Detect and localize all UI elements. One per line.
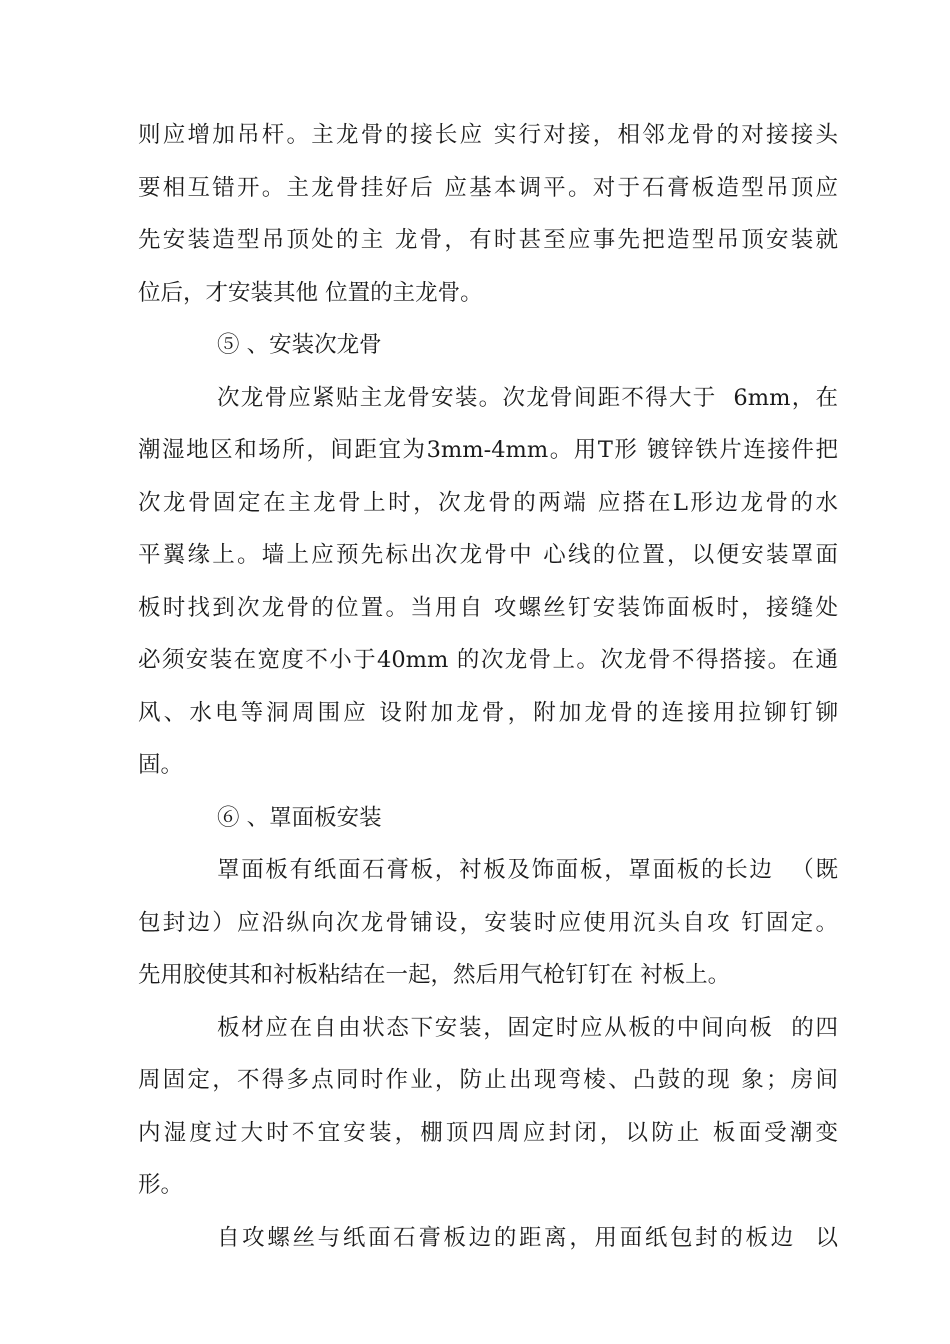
text-line-18: 板材应在自由状态下安装，固定时应从板的中间向板 的四 — [217, 1014, 838, 1041]
section-heading-6: ⑥ 、罩面板安装 — [217, 804, 382, 831]
body-text — [138, 109, 838, 1264]
text-line-22: 自攻螺丝与纸面石膏板边的距离，用面纸包封的板边 以 — [217, 1224, 838, 1251]
text-line-7: 潮湿地区和场所，间距宜为3mm-4mm。用T形 镀锌铁片连接件把 — [138, 437, 838, 463]
text-line-8: 次龙骨固定在主龙骨上时，次龙骨的两端 应搭在L形边龙骨的水 — [138, 489, 838, 516]
text-line-1: 则应增加吊杆。主龙骨的接长应 实行对接，相邻龙骨的对接接头 — [138, 122, 838, 148]
text-line-12: 风、水电等洞周围应 设附加龙骨，附加龙骨的连接用拉铆钉铆 — [138, 699, 838, 726]
text-line-4: 位后，才安装其他 位置的主龙骨。 — [138, 279, 483, 306]
text-line-11: 必须安装在宽度不小于40mm 的次龙骨上。次龙骨不得搭接。在通 — [138, 647, 838, 673]
text-line-19: 周固定，不得多点同时作业，防止出现弯棱、凸鼓的现 象；房间 — [138, 1067, 838, 1093]
text-line-17: 先用胶使其和衬板粘结在一起，然后用气枪钉钉在 衬板上。 — [138, 962, 731, 988]
text-line-20: 内湿度过大时不宜安装，棚顶四周应封闭，以防止 板面受潮变 — [138, 1119, 838, 1146]
text-line-2: 要相互错开。主龙骨挂好后 应基本调平。对于石膏板造型吊顶应 — [138, 174, 838, 201]
text-line-9: 平翼缘上。墙上应预先标出次龙骨中 心线的位置，以便安装罩面 — [138, 542, 838, 568]
text-line-10: 板时找到次龙骨的位置。当用自 攻螺丝钉安装饰面板时，接缝处 — [138, 594, 838, 621]
section-heading-5: ⑤ 、安装次龙骨 — [217, 332, 382, 358]
text-line-16: 包封边）应沿纵向次龙骨铺设，安装时应使用沉头自攻 钉固定。 — [138, 909, 838, 936]
text-line-6: 次龙骨应紧贴主龙骨安装。次龙骨间距不得大于 6mm，在 — [217, 384, 838, 411]
text-line-21: 形。 — [138, 1172, 184, 1198]
text-line-3: 先安装造型吊顶处的主 龙骨，有时甚至应事先把造型吊顶安装就 — [138, 227, 838, 253]
text-line-15: 罩面板有纸面石膏板，衬板及饰面板，罩面板的长边 （既 — [217, 857, 838, 883]
text-line-13: 固。 — [138, 752, 184, 778]
